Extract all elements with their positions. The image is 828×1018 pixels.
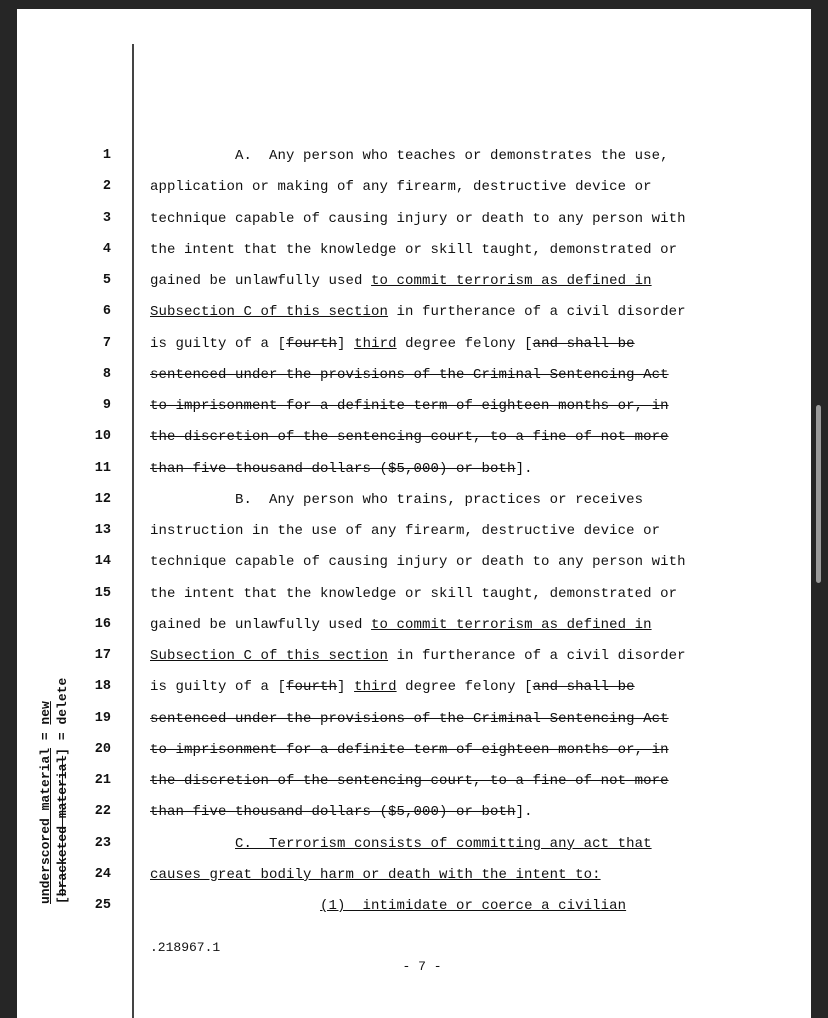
text-line [150,554,686,570]
text-line [150,804,533,820]
footer-code: .218967.1 [150,940,221,955]
line-number: 14 [94,554,111,570]
text-segment: in furtherance of a civil disorder [388,304,686,321]
deleted-text: sentenced under the provisions of the Criminal Sentencing Act [150,710,669,727]
text-segment: ] [337,679,355,696]
text-line [150,586,677,602]
text-line [150,179,652,195]
text-line [150,461,533,477]
line-number: 20 [94,741,111,757]
inserted-text: Subsection C of this section [150,304,389,321]
line-number: 24 [94,866,111,882]
deleted-text: to imprisonment for a definite term of eighteen months or, in [150,741,669,758]
text-segment: technique capable of causing injury or death to any person with [150,210,686,227]
text-line [150,336,635,352]
text-line [150,742,669,758]
deleted-text: fourth [286,679,338,696]
line-number: 2 [102,179,111,195]
text-line [150,148,669,164]
text-line [150,304,686,320]
text-segment: is guilty of a [ [150,679,287,696]
text-segment: technique capable of causing injury or death to any person with [150,554,686,571]
inserted-text: to commit terrorism as defined in [371,273,652,289]
text-segment [150,898,320,914]
text-segment [150,836,235,852]
legend [37,678,71,904]
text-line [150,429,669,445]
inserted-text: (1) intimidate or coerce a civilian [320,898,627,914]
legend-underscored: underscored material [38,747,53,904]
inserted-text: third [354,335,397,352]
line-number: 21 [94,773,111,788]
line-number: 10 [94,429,111,445]
text-segment: the intent that the knowledge or skill taught, demonstrated or [150,241,678,258]
line-number: 18 [94,679,111,695]
text-segment: degree felony [ [396,335,533,352]
text-line [150,523,660,539]
line-number: 9 [102,398,111,413]
line-number: 25 [94,898,111,913]
line-number: 16 [94,616,111,632]
inserted-text: causes great bodily harm or death with the intent to: [150,866,601,883]
deleted-text: the discretion of the sentencing court, to a fine of not more [150,429,669,446]
text-line [150,679,635,695]
line-number: 22 [94,804,111,820]
deleted-text: than five thousand dollars ($5,000) or both [150,804,516,821]
text-line [150,867,601,883]
text-segment: application or making of any firearm, destructive device or [150,179,652,196]
scrollbar[interactable] [816,405,821,583]
legend-new: new [38,701,53,725]
line-number: 11 [94,460,111,476]
line-number: 4 [102,241,111,257]
line-number: 23 [94,835,111,851]
text-segment: A. Any person who teaches or demonstrates the use, [150,148,669,164]
line-number: 6 [102,304,111,320]
inserted-text: C. Terrorism consists of committing any act that [235,835,652,852]
deleted-text: to imprisonment for a definite term of eighteen months or, in [150,398,669,414]
text-line [150,367,669,383]
deleted-text: and shall be [532,335,635,352]
text-segment: ]. [515,460,533,477]
page-number: - 7 - [402,959,442,974]
line-number: 3 [102,210,111,226]
legend-line-new [37,678,54,904]
legend-equals: = [38,724,53,748]
legend-line-delete [54,678,71,904]
text-segment: degree felony [ [396,679,533,696]
text-segment: ]. [515,804,533,821]
text-segment: gained be unlawfully used [150,616,372,633]
text-segment: in furtherance of a civil disorder [388,648,686,664]
line-number: 7 [102,335,111,351]
text-segment: instruction in the use of any firearm, destructive device or [150,523,661,539]
line-number: 15 [94,585,111,601]
text-line [150,898,626,914]
text-line [150,398,669,414]
line-number: 17 [94,648,111,663]
text-line [150,648,686,664]
line-number: 5 [102,273,111,288]
margin-rule [132,44,134,1018]
text-line [150,211,686,227]
text-segment: gained be unlawfully used [150,273,372,289]
text-segment: ] [337,335,355,352]
text-line [150,773,669,789]
text-segment: the intent that the knowledge or skill taught, demonstrated or [150,585,678,602]
text-line [150,273,652,289]
text-line [150,492,643,508]
legend-delete: ] = delete [55,677,70,756]
line-number: 13 [94,523,111,538]
text-line [150,617,652,633]
deleted-text: the discretion of the sentencing court, to a fine of not more [150,773,669,789]
deleted-text: than five thousand dollars ($5,000) or both [150,460,516,477]
legend-bracketed: bracketed material [55,755,70,897]
text-line [150,836,652,852]
text-line [150,711,669,727]
inserted-text: third [354,679,397,696]
line-number: 1 [102,148,111,163]
deleted-text: and shall be [532,679,635,696]
text-line [150,242,677,258]
line-number: 12 [94,491,111,507]
legend-open-bracket: [ [55,896,70,904]
document-page [17,9,811,1018]
text-segment: B. Any person who trains, practices or receives [150,491,644,508]
deleted-text: fourth [286,335,338,352]
line-number: 8 [102,366,111,382]
line-number: 19 [94,710,111,726]
inserted-text: to commit terrorism as defined in [371,616,652,633]
inserted-text: Subsection C of this section [150,648,389,664]
text-segment: is guilty of a [ [150,335,287,352]
deleted-text: sentenced under the provisions of the Criminal Sentencing Act [150,366,669,383]
